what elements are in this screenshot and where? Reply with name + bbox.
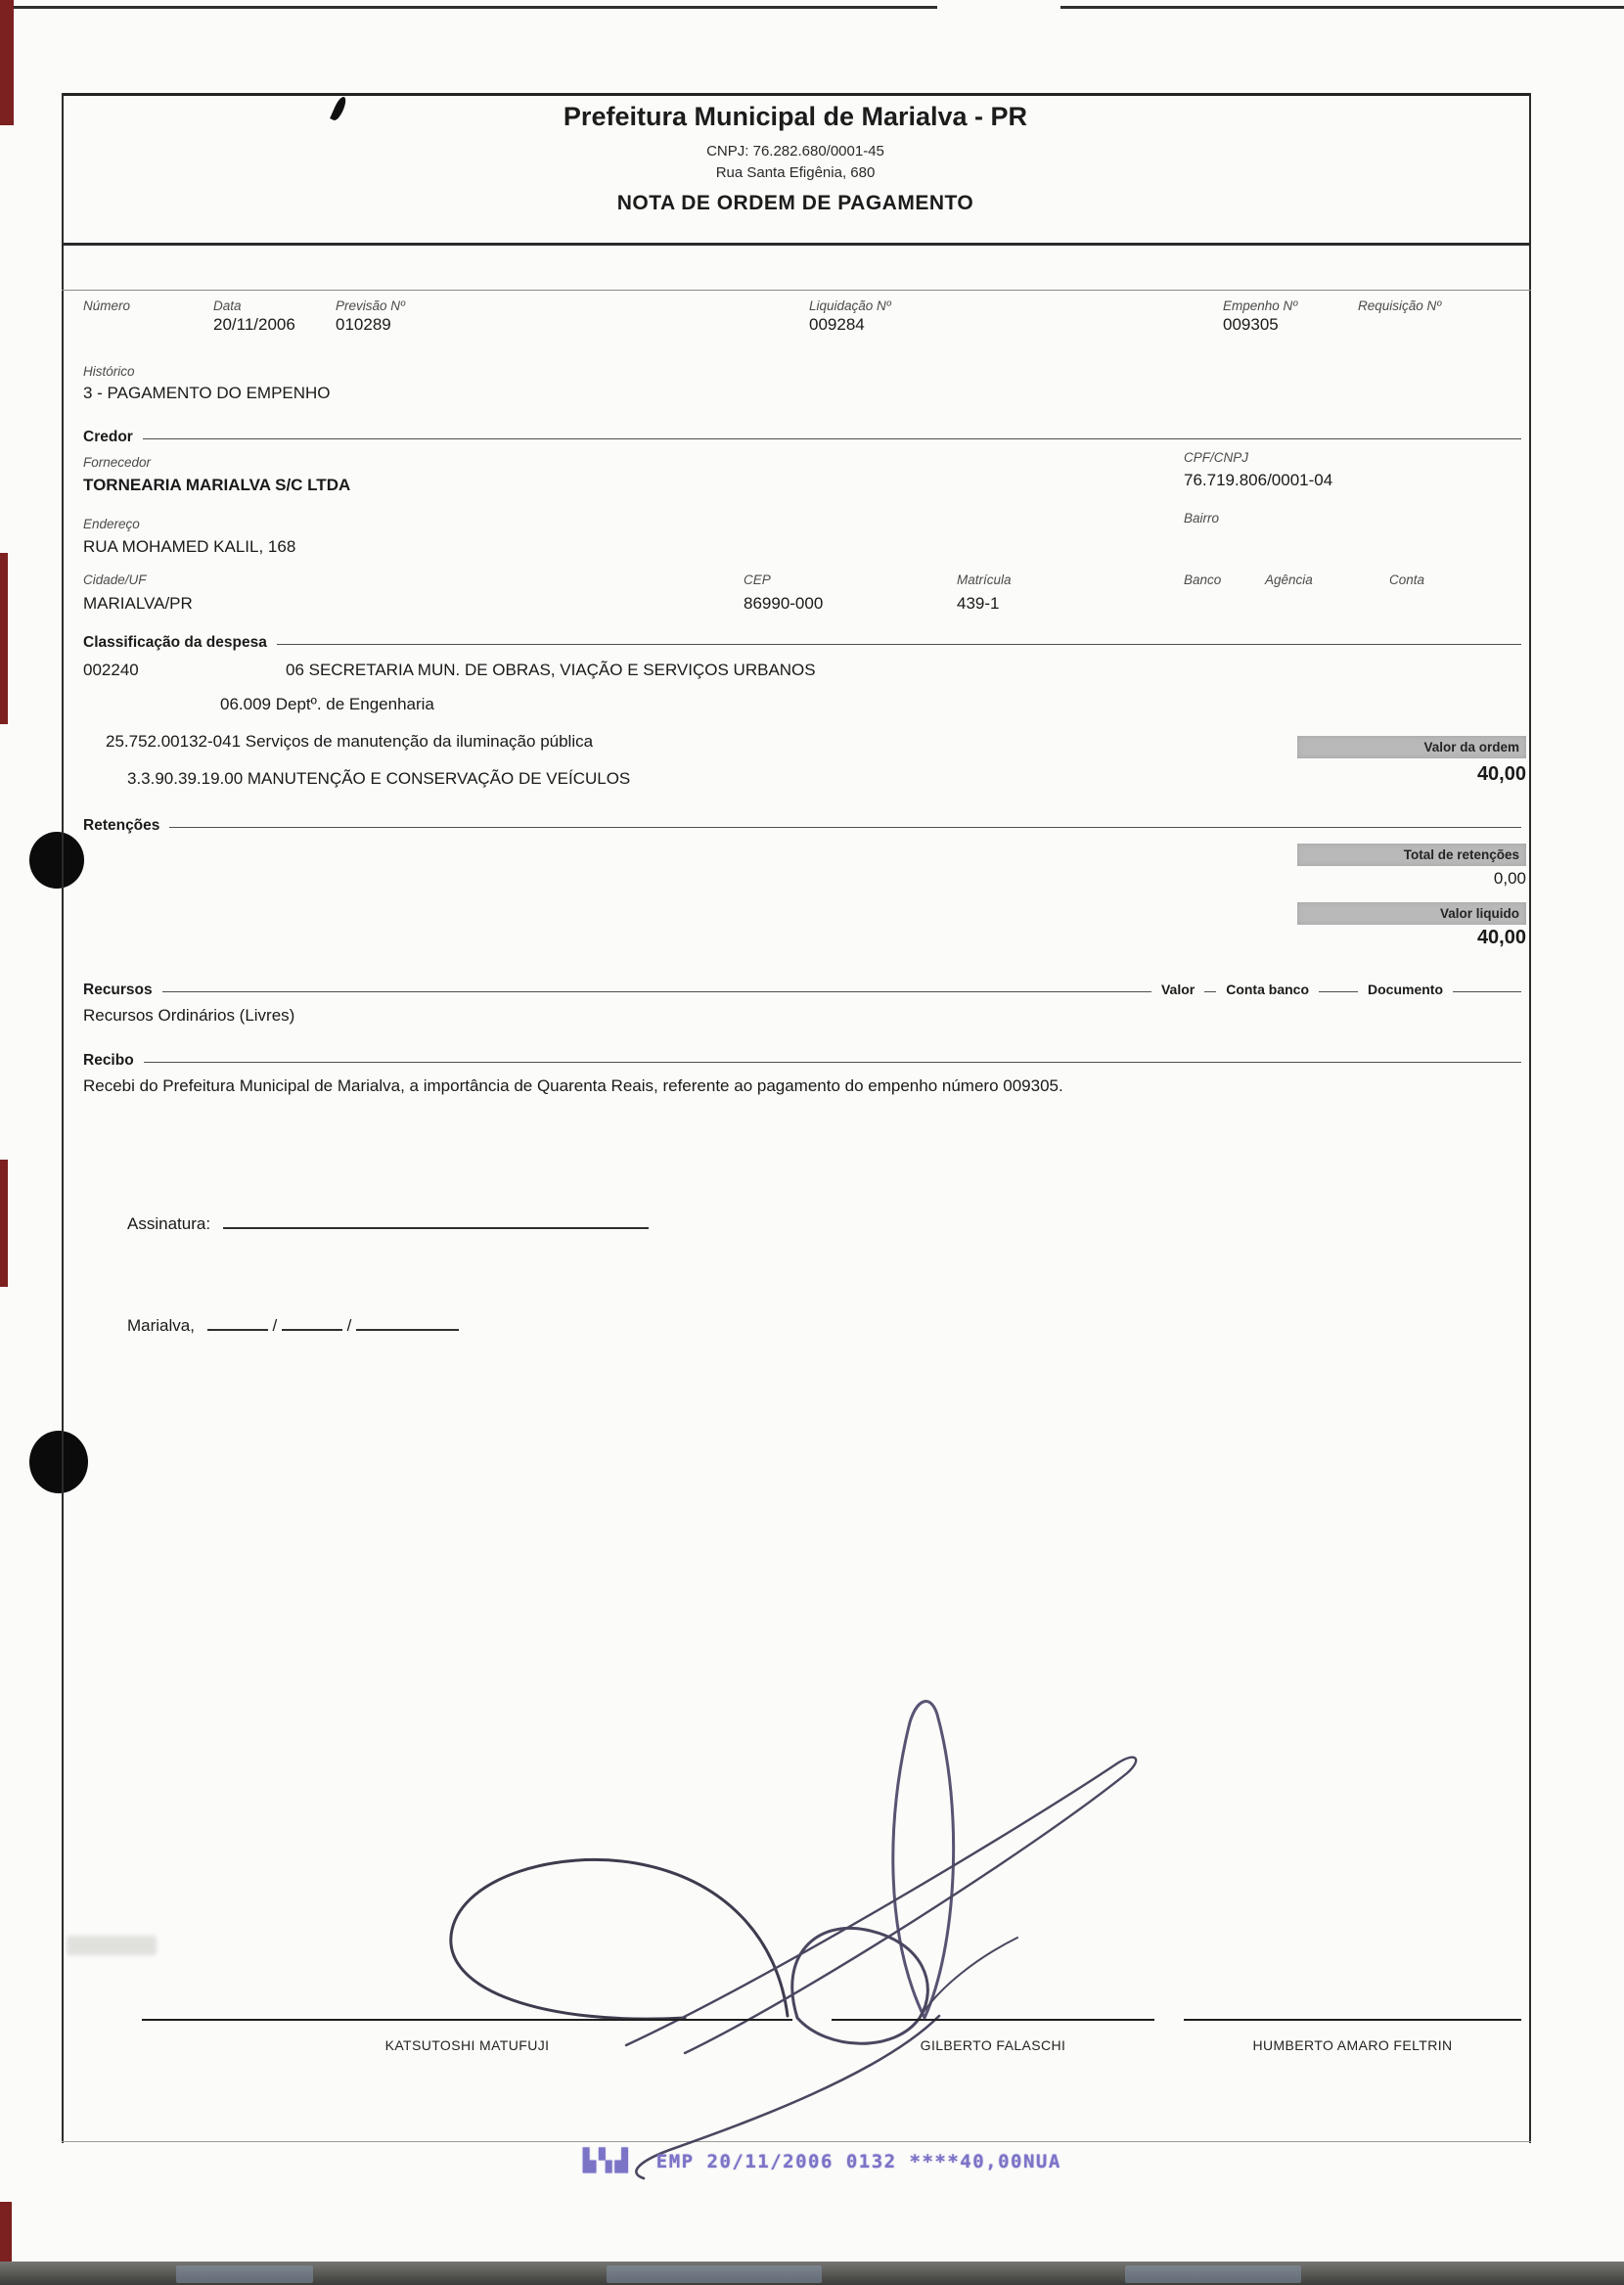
- valor-da-ordem-label-box: Valor da ordem: [1297, 736, 1526, 758]
- recursos-section-label: Recursos: [83, 982, 153, 998]
- document-border-right: [1529, 93, 1531, 2143]
- recibo-rule: [144, 1062, 1521, 1063]
- scan-red-edge-mid1: [0, 553, 8, 724]
- fornecedor-label: Fornecedor: [83, 455, 152, 470]
- total-retencoes-value: 0,00: [1493, 869, 1526, 888]
- recibo-section-header: [83, 1052, 1521, 1070]
- city-date-line: [127, 1313, 459, 1336]
- document-border-left: [62, 93, 64, 2143]
- scan-band-patch-1: [176, 2265, 313, 2283]
- scan-top-edge-right: [1060, 6, 1624, 9]
- signatory-name-1: KATSUTOSHI MATUFUJI: [384, 2037, 550, 2053]
- signatory-name-3: HUMBERTO AMARO FELTRIN: [1252, 2037, 1453, 2053]
- retencoes-rule: [169, 827, 1521, 828]
- retencoes-section-header: [83, 817, 1521, 835]
- assinatura-blank: [223, 1211, 649, 1229]
- valor-liquido-value: 40,00: [1476, 927, 1526, 948]
- banco-label: Banco: [1184, 572, 1222, 587]
- org-cnpj: CNPJ: 76.282.680/0001-45: [706, 143, 884, 160]
- valor-da-ordem-value: 40,00: [1476, 763, 1526, 785]
- classificacao-codigo: 002240: [83, 661, 139, 679]
- scan-band-patch-3: [1125, 2265, 1301, 2283]
- recibo-text: Recebi do Prefeitura Municipal de Marialva, a importância de Quarenta Reais, referente ao pagamento do empenho número 009305.: [83, 1076, 1063, 1095]
- recursos-conta-banco-label: Conta banco: [1226, 982, 1309, 997]
- data-label: Data: [213, 298, 242, 313]
- header-divider: [62, 243, 1531, 246]
- liquidacao-label: Liquidação Nº: [809, 298, 891, 313]
- date-blank-day: [207, 1313, 268, 1331]
- recursos-documento-label: Documento: [1368, 982, 1443, 997]
- matricula-label: Matrícula: [957, 572, 1012, 587]
- valor-liquido-label-box: Valor liquido: [1297, 902, 1526, 925]
- classificacao-unidade: 06.009 Deptº. de Engenharia: [220, 695, 434, 713]
- document-title: NOTA DE ORDEM DE PAGAMENTO: [616, 192, 974, 214]
- previsao-value: 010289: [336, 315, 391, 334]
- cpfcnpj-label: CPF/CNPJ: [1184, 450, 1249, 465]
- date-blank-month: [282, 1313, 342, 1331]
- stamp-text: EMP 20/11/2006 0132 ****40,00NUA: [655, 2150, 1061, 2172]
- classificacao-section-label: Classificação da despesa: [83, 634, 267, 651]
- requisicao-label: Requisição Nº: [1358, 298, 1442, 313]
- bairro-label: Bairro: [1184, 511, 1220, 526]
- agencia-label: Agência: [1265, 572, 1313, 587]
- classificacao-rule: [277, 644, 1521, 645]
- document-border-top: [62, 93, 1531, 96]
- credor-section-label: Credor: [83, 429, 133, 445]
- cep-label: CEP: [744, 572, 771, 587]
- retencoes-section-label: Retenções: [83, 817, 160, 834]
- cep-value: 86990-000: [744, 594, 824, 613]
- historico-label: Histórico: [83, 364, 135, 379]
- handwritten-signature: [391, 1654, 1174, 2202]
- endereco-label: Endereço: [83, 517, 140, 531]
- bank-authentication-stamp: [583, 2149, 1061, 2173]
- credor-section-header: [83, 429, 1521, 446]
- cpfcnpj-value: 76.719.806/0001-04: [1184, 471, 1333, 489]
- signatory-name-2: GILBERTO FALASCHI: [920, 2037, 1066, 2053]
- fields-divider: [62, 290, 1531, 291]
- signature-line-2: [832, 2019, 1154, 2021]
- cidade-value: MARIALVA/PR: [83, 594, 193, 613]
- previsao-label: Previsão Nº: [336, 298, 405, 313]
- conta-label: Conta: [1389, 572, 1425, 587]
- org-address: Rua Santa Efigênia, 680: [715, 164, 876, 181]
- credor-rule: [143, 438, 1521, 439]
- recursos-value: Recursos Ordinários (Livres): [83, 1006, 295, 1025]
- liquidacao-value: 009284: [809, 315, 865, 334]
- scan-red-edge-top: [0, 0, 14, 125]
- endereco-value: RUA MOHAMED KALIL, 168: [83, 537, 296, 556]
- city-label: Marialva,: [127, 1316, 195, 1335]
- recibo-section-label: Recibo: [83, 1052, 134, 1069]
- date-slash-1: /: [272, 1316, 278, 1335]
- date-slash-2: /: [346, 1316, 352, 1335]
- fornecedor-value: TORNEARIA MARIALVA S/C LTDA: [83, 476, 351, 494]
- scan-band-patch-2: [607, 2265, 822, 2283]
- stamp-logo-icon: ▙▚▟: [583, 2149, 631, 2173]
- assinatura-label: Assinatura:: [127, 1214, 211, 1233]
- classificacao-funcional: 25.752.00132-041 Serviços de manutenção da iluminação pública: [106, 732, 594, 751]
- classificacao-section-header: [83, 634, 1521, 652]
- historico-value: 3 - PAGAMENTO DO EMPENHO: [83, 384, 331, 402]
- scan-red-edge-mid2: [0, 1160, 8, 1287]
- scan-top-edge-left: [0, 6, 937, 9]
- empenho-value: 009305: [1223, 315, 1279, 334]
- data-value: 20/11/2006: [213, 315, 295, 334]
- total-retencoes-label-box: Total de retenções: [1297, 844, 1526, 866]
- recursos-rule-3: [1319, 991, 1358, 992]
- classificacao-orgao: 06 SECRETARIA MUN. DE OBRAS, VIAÇÃO E SERVIÇOS URBANOS: [286, 661, 816, 679]
- recursos-rule-2: [1204, 991, 1216, 992]
- hole-punch-top: [29, 832, 84, 889]
- matricula-value: 439-1: [957, 594, 1000, 613]
- recursos-valor-label: Valor: [1160, 982, 1195, 997]
- faint-smudge: [67, 1936, 157, 1955]
- recursos-section-header: [83, 982, 1521, 999]
- assinatura-line: [127, 1211, 649, 1234]
- numero-label: Número: [83, 298, 131, 313]
- recursos-rule-4: [1453, 991, 1521, 992]
- recursos-rule-1: [162, 991, 1151, 992]
- empenho-label: Empenho Nº: [1223, 298, 1298, 313]
- cidade-label: Cidade/UF: [83, 572, 147, 587]
- signature-line-1: [142, 2019, 792, 2021]
- signature-line-3: [1184, 2019, 1521, 2021]
- hole-punch-bottom: [29, 1431, 88, 1493]
- date-blank-year: [356, 1313, 459, 1331]
- org-title: Prefeitura Municipal de Marialva - PR: [563, 102, 1028, 131]
- classificacao-natureza: 3.3.90.39.19.00 MANUTENÇÃO E CONSERVAÇÃO DE VEÍCULOS: [127, 769, 631, 788]
